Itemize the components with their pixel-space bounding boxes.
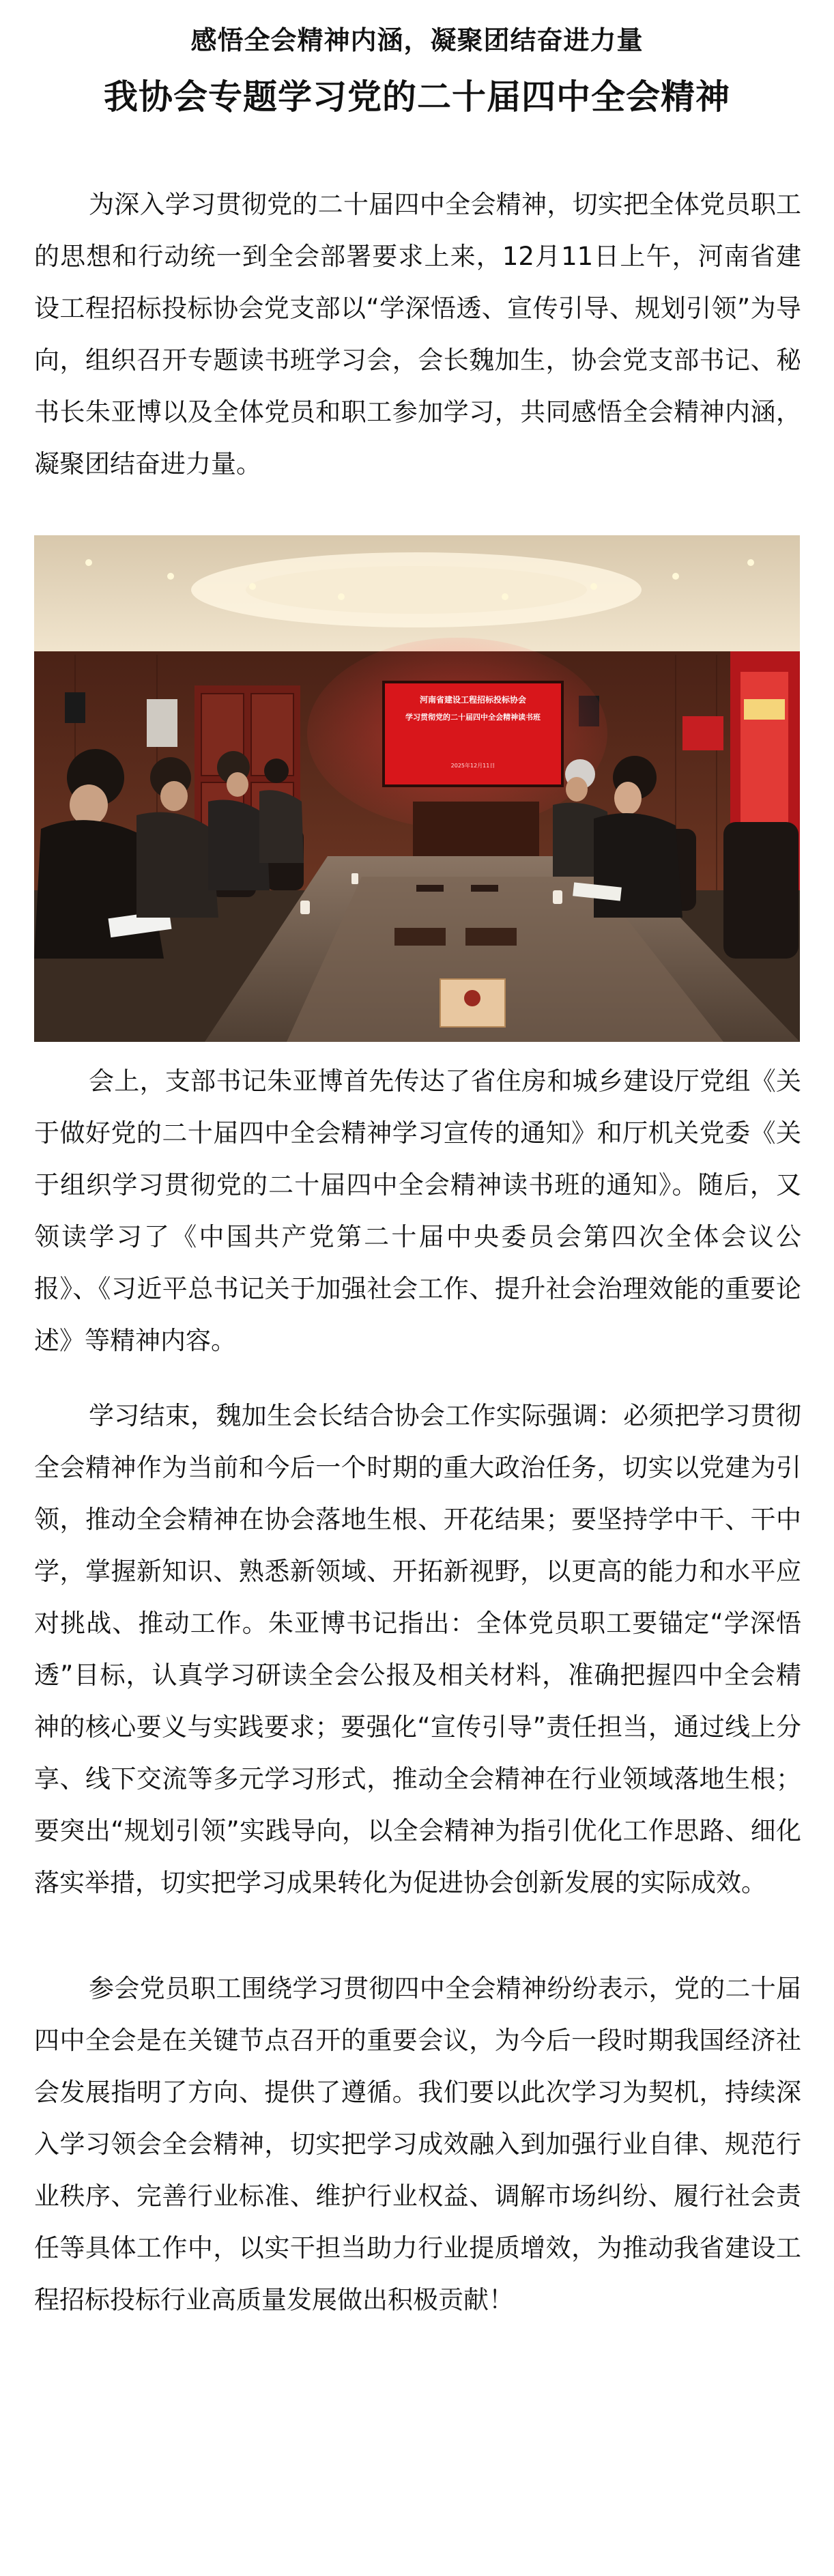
article-paragraph: 参会党员职工围绕学习贯彻四中全会精神纷纷表示，党的二十届四中全会是在关键节点召开的重要会议，为今后一段时期我国经济社会发展指明了方向、提供了遵循。我们要以此次学习为契机，持续深入学习领会全会精神，切实把学习成效融入到加强行业自律、规范行业秩序、完善行业标准、维护行业权益、调解市场纠纷、履行社会责任等具体工作中，以实干担当助力行业提质增效，为推动我省建设工程招标投标行业高质量发展做出积极贡献！ (34, 1974, 801, 2315)
name-plate (394, 928, 446, 946)
screen-line-2: 学习贯彻党的二十届四中全会精神读书班 (405, 713, 541, 722)
wall-sign (682, 716, 723, 750)
wall-panel (147, 699, 177, 747)
article-paragraph: 会上，支部书记朱亚博首先传达了省住房和城乡建设厅党组《关于做好党的二十届四中全会精神学习宣传的通知》和厅机关党委《关于组织学习贯彻党的二十届四中全会精神读书班的通知》。随后，又领读学习了《中国共产党第二十届中央委员会第四次全体会议公报》、《习近平总书记关于加强社会工作、提升社会治理效能的重要论述》等精神内容。 (34, 1066, 801, 1355)
article-title: 我协会专题学习党的二十届四中全会精神 (104, 77, 730, 117)
article-paragraph: 为深入学习贯彻党的二十届四中全会精神，切实把全体党员职工的思想和行动统一到全会部署要求上来，12月11日上午，河南省建设工程招标投标协会党支部以“学深悟透、宣传引导、规划引领”为导向，组织召开专题读书班学习会，会长魏加生，协会党支部书记、秘书长朱亚博以及全体党员和职工参加学习，共同感悟全会精神内涵，凝聚团结奋进力量。 (34, 190, 801, 479)
name-plate (465, 928, 517, 946)
speaker-left (65, 692, 85, 723)
article-paragraph: 学习结束，魏加生会长结合协会工作实际强调：必须把学习贯彻全会精神作为当前和今后一个时期的重大政治任务，切实以党建为引领，推动全会精神在协会落地生根、开花结果；要坚持学中干、干中学，掌握新知识、熟悉新领域、开拓新视野，以更高的能力和水平应对挑战、推动工作。朱亚博书记指出：全体党员职工要锚定“学深悟透”目标，认真学习研读全会公报及相关材料，准确把握四中全会精神的核心要义与实践要求；要强化“宣传引导”责任担当，通过线上分享、线下交流等多元学习形式，推动全会精神在行业领域落地生根；要突出“规划引领”实践导向，以全会精神为指引优化工作思路、细化落实举措，切实把学习成果转化为促进协会创新发展的实际成效。 (34, 1401, 801, 1897)
cabinet (413, 802, 539, 863)
screen-line-3: 2025年12月11日 (450, 763, 495, 769)
article-subtitle: 感悟全会精神内涵，凝聚团结奋进力量 (190, 25, 644, 55)
meeting-photo (34, 535, 800, 1042)
screen-line-1: 河南省建设工程招标投标协会 (419, 695, 527, 705)
